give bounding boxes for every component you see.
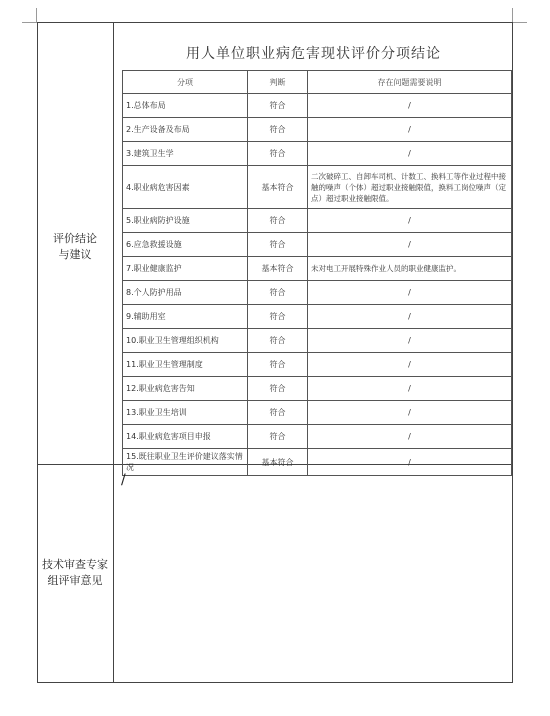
row-item: 15.既往职业卫生评价建议落实情况 bbox=[123, 449, 248, 476]
table-row bbox=[123, 94, 512, 118]
row-note: / bbox=[308, 118, 512, 142]
row-item: 7.职业健康监护 bbox=[123, 257, 248, 281]
table-row bbox=[123, 401, 512, 425]
row-note: / bbox=[308, 353, 512, 377]
row-item: 4.职业病危害因素 bbox=[123, 166, 248, 209]
row-judgment: 符合 bbox=[248, 329, 308, 353]
row-item: 2.生产设备及布局 bbox=[123, 118, 248, 142]
row-item: 3.建筑卫生学 bbox=[123, 142, 248, 166]
row-note: / bbox=[308, 449, 512, 476]
row-judgment: 符合 bbox=[248, 425, 308, 449]
evaluation-section-label bbox=[37, 231, 113, 263]
corner-mark-left bbox=[22, 8, 37, 23]
review-label-line2: 组评审意见 bbox=[47, 574, 103, 587]
table-row bbox=[123, 449, 512, 476]
row-judgment: 基本符合 bbox=[248, 257, 308, 281]
row-item: 1.总体布局 bbox=[123, 94, 248, 118]
row-item: 5.职业病防护设施 bbox=[123, 209, 248, 233]
row-judgment: 符合 bbox=[248, 209, 308, 233]
row-judgment: 符合 bbox=[248, 377, 308, 401]
row-judgment: 符合 bbox=[248, 281, 308, 305]
table-row bbox=[123, 257, 512, 281]
row-judgment: 符合 bbox=[248, 142, 308, 166]
row-judgment: 符合 bbox=[248, 118, 308, 142]
header-item: 分项 bbox=[123, 71, 248, 94]
row-judgment: 符合 bbox=[248, 94, 308, 118]
table-row bbox=[123, 118, 512, 142]
header-judgment: 判断 bbox=[248, 71, 308, 94]
row-judgment: 符合 bbox=[248, 401, 308, 425]
row-note: 未对电工开展特殊作业人员的职业健康监护。 bbox=[308, 257, 512, 281]
table-row bbox=[123, 353, 512, 377]
row-item: 9.辅助用室 bbox=[123, 305, 248, 329]
table-row bbox=[123, 425, 512, 449]
review-opinion-text: / bbox=[121, 472, 126, 488]
row-item: 12.职业病危害告知 bbox=[123, 377, 248, 401]
evaluation-table bbox=[122, 70, 512, 476]
table-row bbox=[123, 329, 512, 353]
row-judgment: 符合 bbox=[248, 305, 308, 329]
table-row bbox=[123, 377, 512, 401]
row-item: 8.个人防护用品 bbox=[123, 281, 248, 305]
label-column-divider bbox=[113, 22, 114, 683]
row-item: 13.职业卫生培训 bbox=[123, 401, 248, 425]
row-item: 14.职业病危害项目申报 bbox=[123, 425, 248, 449]
row-item: 6.应急救援设施 bbox=[123, 233, 248, 257]
review-section-label bbox=[37, 557, 113, 589]
header-note: 存在问题需要说明 bbox=[308, 71, 512, 94]
table-row bbox=[123, 166, 512, 209]
row-note: / bbox=[308, 329, 512, 353]
row-note: / bbox=[308, 305, 512, 329]
row-item: 11.职业卫生管理制度 bbox=[123, 353, 248, 377]
row-judgment: 符合 bbox=[248, 353, 308, 377]
table-row bbox=[123, 142, 512, 166]
table-row bbox=[123, 305, 512, 329]
review-label-line1: 技术审查专家 bbox=[42, 558, 108, 571]
row-judgment: 基本符合 bbox=[248, 166, 308, 209]
table-row bbox=[123, 281, 512, 305]
row-note: / bbox=[308, 233, 512, 257]
evaluation-label-line2: 与建议 bbox=[58, 248, 92, 261]
corner-mark-right bbox=[512, 8, 527, 23]
table-row bbox=[123, 233, 512, 257]
row-judgment: 符合 bbox=[248, 233, 308, 257]
row-judgment: 基本符合 bbox=[248, 449, 308, 476]
row-note: / bbox=[308, 142, 512, 166]
row-note: 二次破碎工、自卸车司机、计数工、换料工等作业过程中接触的噪声（个体）超过职业接触限值，换料工岗位噪声（定点）超过职业接触限值。 bbox=[308, 166, 512, 209]
document-title: 用人单位职业病危害现状评价分项结论 bbox=[186, 46, 441, 62]
evaluation-label-line1: 评价结论 bbox=[53, 232, 97, 245]
row-note: / bbox=[308, 425, 512, 449]
row-note: / bbox=[308, 377, 512, 401]
row-note: / bbox=[308, 94, 512, 118]
row-note: / bbox=[308, 281, 512, 305]
row-note: / bbox=[308, 209, 512, 233]
table-header-row bbox=[123, 71, 512, 94]
row-note: / bbox=[308, 401, 512, 425]
row-item: 10.职业卫生管理组织机构 bbox=[123, 329, 248, 353]
table-row bbox=[123, 209, 512, 233]
